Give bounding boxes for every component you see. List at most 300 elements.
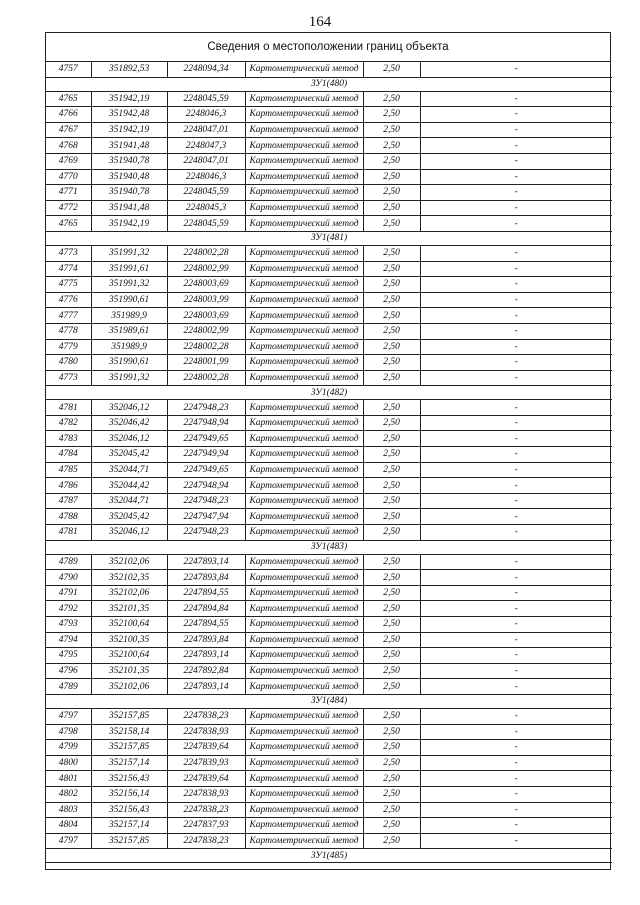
- point-number-cell: 4787: [46, 493, 91, 509]
- x-coordinate-cell: 351892,53: [91, 62, 167, 77]
- point-number-cell: 4779: [46, 339, 91, 355]
- table-row: [46, 525, 612, 541]
- precision-cell: 2,50: [363, 185, 420, 201]
- precision-cell: 2,50: [363, 648, 420, 664]
- table-row: [46, 339, 612, 355]
- precision-cell: 2,50: [363, 400, 420, 416]
- precision-cell: 2,50: [363, 818, 420, 834]
- method-cell: Картометрический метод: [245, 708, 363, 724]
- point-number-cell: 4766: [46, 107, 91, 123]
- point-number-cell: 4781: [46, 400, 91, 416]
- table-row: [46, 122, 612, 138]
- point-number-cell: 4782: [46, 415, 91, 431]
- x-coordinate-cell: 352100,35: [91, 632, 167, 648]
- description-cell: -: [420, 91, 612, 107]
- description-cell: -: [420, 632, 612, 648]
- point-number-cell: 4799: [46, 740, 91, 756]
- description-cell: -: [420, 292, 612, 308]
- method-cell: Картометрический метод: [245, 493, 363, 509]
- precision-cell: 2,50: [363, 771, 420, 787]
- precision-cell: 2,50: [363, 478, 420, 494]
- y-coordinate-cell: 2248002,28: [167, 245, 245, 261]
- description-cell: -: [420, 755, 612, 771]
- precision-cell: 2,50: [363, 663, 420, 679]
- y-coordinate-cell: 2248002,28: [167, 339, 245, 355]
- description-cell: -: [420, 617, 612, 633]
- precision-cell: 2,50: [363, 570, 420, 586]
- table-row: [46, 277, 612, 293]
- x-coordinate-cell: 352045,42: [91, 447, 167, 463]
- table-row: [46, 570, 612, 586]
- x-coordinate-cell: 351942,19: [91, 122, 167, 138]
- description-cell: -: [420, 724, 612, 740]
- point-number-cell: 4774: [46, 261, 91, 277]
- table-row: [46, 323, 612, 339]
- table-row: [46, 138, 612, 154]
- method-cell: Картометрический метод: [245, 323, 363, 339]
- x-coordinate-cell: 352045,42: [91, 509, 167, 525]
- description-cell: -: [420, 153, 612, 169]
- x-coordinate-cell: 351942,19: [91, 216, 167, 232]
- section-label: ЗУ1(485): [46, 849, 612, 863]
- description-cell: -: [420, 200, 612, 216]
- method-cell: Картометрический метод: [245, 771, 363, 787]
- precision-cell: 2,50: [363, 802, 420, 818]
- x-coordinate-cell: 352102,06: [91, 554, 167, 570]
- table-row: [46, 802, 612, 818]
- y-coordinate-cell: 2247839,93: [167, 755, 245, 771]
- x-coordinate-cell: 352157,85: [91, 740, 167, 756]
- table-row: [46, 308, 612, 324]
- point-number-cell: 4757: [46, 62, 91, 77]
- method-cell: Картометрический метод: [245, 554, 363, 570]
- x-coordinate-cell: 351989,61: [91, 323, 167, 339]
- precision-cell: 2,50: [363, 277, 420, 293]
- point-number-cell: 4797: [46, 708, 91, 724]
- description-cell: -: [420, 122, 612, 138]
- x-coordinate-cell: 352102,06: [91, 679, 167, 695]
- table-row: [46, 648, 612, 664]
- point-number-cell: 4783: [46, 431, 91, 447]
- precision-cell: 2,50: [363, 833, 420, 849]
- method-cell: Картометрический метод: [245, 525, 363, 541]
- table-row: [46, 185, 612, 201]
- precision-cell: 2,50: [363, 245, 420, 261]
- method-cell: Картометрический метод: [245, 509, 363, 525]
- y-coordinate-cell: 2247948,94: [167, 415, 245, 431]
- method-cell: Картометрический метод: [245, 648, 363, 664]
- precision-cell: 2,50: [363, 724, 420, 740]
- boundaries-table-frame: [45, 32, 611, 870]
- description-cell: -: [420, 771, 612, 787]
- table-row: [46, 62, 612, 77]
- table-row: [46, 493, 612, 509]
- table-row: [46, 818, 612, 834]
- point-number-cell: 4777: [46, 308, 91, 324]
- y-coordinate-cell: 2247893,84: [167, 632, 245, 648]
- y-coordinate-cell: 2248047,3: [167, 138, 245, 154]
- table-row: [46, 632, 612, 648]
- point-number-cell: 4784: [46, 447, 91, 463]
- y-coordinate-cell: 2247893,14: [167, 648, 245, 664]
- description-cell: -: [420, 509, 612, 525]
- y-coordinate-cell: 2247893,14: [167, 554, 245, 570]
- description-cell: -: [420, 415, 612, 431]
- x-coordinate-cell: 352046,42: [91, 415, 167, 431]
- point-number-cell: 4801: [46, 771, 91, 787]
- table-row: [46, 601, 612, 617]
- precision-cell: 2,50: [363, 355, 420, 371]
- point-number-cell: 4768: [46, 138, 91, 154]
- table-row: [46, 261, 612, 277]
- section-row: [46, 77, 612, 91]
- point-number-cell: 4786: [46, 478, 91, 494]
- description-cell: -: [420, 216, 612, 232]
- method-cell: Картометрический метод: [245, 216, 363, 232]
- precision-cell: 2,50: [363, 632, 420, 648]
- precision-cell: 2,50: [363, 323, 420, 339]
- section-label: ЗУ1(484): [46, 694, 612, 708]
- point-number-cell: 4803: [46, 802, 91, 818]
- description-cell: -: [420, 169, 612, 185]
- description-cell: -: [420, 601, 612, 617]
- table-row: [46, 355, 612, 371]
- point-number-cell: 4778: [46, 323, 91, 339]
- method-cell: Картометрический метод: [245, 169, 363, 185]
- precision-cell: 2,50: [363, 339, 420, 355]
- section-label: ЗУ1(482): [46, 386, 612, 400]
- point-number-cell: 4794: [46, 632, 91, 648]
- point-number-cell: 4804: [46, 818, 91, 834]
- description-cell: -: [420, 740, 612, 756]
- y-coordinate-cell: 2248003,69: [167, 277, 245, 293]
- y-coordinate-cell: 2248045,59: [167, 216, 245, 232]
- point-number-cell: 4791: [46, 585, 91, 601]
- precision-cell: 2,50: [363, 585, 420, 601]
- description-cell: -: [420, 62, 612, 77]
- point-number-cell: 4781: [46, 525, 91, 541]
- description-cell: -: [420, 802, 612, 818]
- point-number-cell: 4776: [46, 292, 91, 308]
- point-number-cell: 4765: [46, 216, 91, 232]
- point-number-cell: 4796: [46, 663, 91, 679]
- y-coordinate-cell: 2248002,99: [167, 261, 245, 277]
- table-row: [46, 431, 612, 447]
- section-label: ЗУ1(483): [46, 540, 612, 554]
- method-cell: Картометрический метод: [245, 740, 363, 756]
- description-cell: -: [420, 339, 612, 355]
- method-cell: Картометрический метод: [245, 400, 363, 416]
- table-title: Сведения о местоположении границ объекта: [46, 33, 610, 62]
- table-row: [46, 554, 612, 570]
- method-cell: Картометрический метод: [245, 802, 363, 818]
- point-number-cell: 4793: [46, 617, 91, 633]
- x-coordinate-cell: 351989,9: [91, 339, 167, 355]
- description-cell: -: [420, 493, 612, 509]
- x-coordinate-cell: 352156,43: [91, 802, 167, 818]
- y-coordinate-cell: 2247948,94: [167, 478, 245, 494]
- point-number-cell: 4780: [46, 355, 91, 371]
- method-cell: Картометрический метод: [245, 277, 363, 293]
- point-number-cell: 4771: [46, 185, 91, 201]
- description-cell: -: [420, 138, 612, 154]
- point-number-cell: 4798: [46, 724, 91, 740]
- y-coordinate-cell: 2248047,01: [167, 153, 245, 169]
- method-cell: Картометрический метод: [245, 570, 363, 586]
- description-cell: -: [420, 525, 612, 541]
- method-cell: Картометрический метод: [245, 462, 363, 478]
- x-coordinate-cell: 351942,48: [91, 107, 167, 123]
- table-row: [46, 107, 612, 123]
- description-cell: -: [420, 277, 612, 293]
- precision-cell: 2,50: [363, 601, 420, 617]
- precision-cell: 2,50: [363, 415, 420, 431]
- point-number-cell: 4765: [46, 91, 91, 107]
- point-number-cell: 4802: [46, 786, 91, 802]
- y-coordinate-cell: 2248002,28: [167, 370, 245, 386]
- description-cell: -: [420, 554, 612, 570]
- x-coordinate-cell: 352102,06: [91, 585, 167, 601]
- y-coordinate-cell: 2247838,93: [167, 724, 245, 740]
- description-cell: -: [420, 447, 612, 463]
- y-coordinate-cell: 2247948,23: [167, 400, 245, 416]
- section-row: [46, 540, 612, 554]
- point-number-cell: 4772: [46, 200, 91, 216]
- precision-cell: 2,50: [363, 216, 420, 232]
- y-coordinate-cell: 2248003,99: [167, 292, 245, 308]
- method-cell: Картометрический метод: [245, 601, 363, 617]
- y-coordinate-cell: 2247949,65: [167, 431, 245, 447]
- x-coordinate-cell: 352156,43: [91, 771, 167, 787]
- method-cell: Картометрический метод: [245, 153, 363, 169]
- point-number-cell: 4795: [46, 648, 91, 664]
- method-cell: Картометрический метод: [245, 62, 363, 77]
- precision-cell: 2,50: [363, 679, 420, 695]
- table-row: [46, 679, 612, 695]
- table-row: [46, 245, 612, 261]
- x-coordinate-cell: 352044,71: [91, 493, 167, 509]
- table-row: [46, 169, 612, 185]
- description-cell: -: [420, 570, 612, 586]
- table-row: [46, 585, 612, 601]
- description-cell: -: [420, 786, 612, 802]
- x-coordinate-cell: 352100,64: [91, 648, 167, 664]
- section-row: [46, 694, 612, 708]
- method-cell: Картометрический метод: [245, 355, 363, 371]
- precision-cell: 2,50: [363, 509, 420, 525]
- precision-cell: 2,50: [363, 138, 420, 154]
- table-row: [46, 400, 612, 416]
- method-cell: Картометрический метод: [245, 308, 363, 324]
- y-coordinate-cell: 2248094,34: [167, 62, 245, 77]
- method-cell: Картометрический метод: [245, 370, 363, 386]
- method-cell: Картометрический метод: [245, 617, 363, 633]
- x-coordinate-cell: 351941,48: [91, 138, 167, 154]
- y-coordinate-cell: 2247892,84: [167, 663, 245, 679]
- x-coordinate-cell: 352158,14: [91, 724, 167, 740]
- y-coordinate-cell: 2248001,99: [167, 355, 245, 371]
- point-number-cell: 4773: [46, 370, 91, 386]
- x-coordinate-cell: 351941,48: [91, 200, 167, 216]
- table-row: [46, 509, 612, 525]
- precision-cell: 2,50: [363, 169, 420, 185]
- y-coordinate-cell: 2247837,93: [167, 818, 245, 834]
- description-cell: -: [420, 261, 612, 277]
- section-label: ЗУ1(481): [46, 231, 612, 245]
- description-cell: -: [420, 833, 612, 849]
- description-cell: -: [420, 308, 612, 324]
- y-coordinate-cell: 2247894,84: [167, 601, 245, 617]
- x-coordinate-cell: 351989,9: [91, 308, 167, 324]
- point-number-cell: 4789: [46, 679, 91, 695]
- x-coordinate-cell: 352157,14: [91, 755, 167, 771]
- method-cell: Картометрический метод: [245, 585, 363, 601]
- y-coordinate-cell: 2247948,23: [167, 493, 245, 509]
- x-coordinate-cell: 352156,14: [91, 786, 167, 802]
- precision-cell: 2,50: [363, 431, 420, 447]
- method-cell: Картометрический метод: [245, 818, 363, 834]
- precision-cell: 2,50: [363, 755, 420, 771]
- method-cell: Картометрический метод: [245, 245, 363, 261]
- point-number-cell: 4767: [46, 122, 91, 138]
- description-cell: -: [420, 585, 612, 601]
- y-coordinate-cell: 2247838,23: [167, 708, 245, 724]
- x-coordinate-cell: 351991,32: [91, 277, 167, 293]
- table-row: [46, 478, 612, 494]
- section-row: [46, 849, 612, 863]
- table-row: [46, 292, 612, 308]
- x-coordinate-cell: 352044,71: [91, 462, 167, 478]
- description-cell: -: [420, 245, 612, 261]
- y-coordinate-cell: 2247948,23: [167, 525, 245, 541]
- y-coordinate-cell: 2247949,65: [167, 462, 245, 478]
- y-coordinate-cell: 2247838,93: [167, 786, 245, 802]
- x-coordinate-cell: 352100,64: [91, 617, 167, 633]
- precision-cell: 2,50: [363, 554, 420, 570]
- y-coordinate-cell: 2248046,3: [167, 169, 245, 185]
- coordinates-table: [46, 62, 612, 863]
- description-cell: -: [420, 370, 612, 386]
- y-coordinate-cell: 2247893,14: [167, 679, 245, 695]
- description-cell: -: [420, 462, 612, 478]
- precision-cell: 2,50: [363, 462, 420, 478]
- y-coordinate-cell: 2247838,23: [167, 833, 245, 849]
- y-coordinate-cell: 2248045,59: [167, 185, 245, 201]
- method-cell: Картометрический метод: [245, 415, 363, 431]
- table-row: [46, 617, 612, 633]
- precision-cell: 2,50: [363, 200, 420, 216]
- y-coordinate-cell: 2248003,69: [167, 308, 245, 324]
- table-row: [46, 724, 612, 740]
- table-row: [46, 755, 612, 771]
- y-coordinate-cell: 2247894,55: [167, 585, 245, 601]
- y-coordinate-cell: 2247839,64: [167, 771, 245, 787]
- description-cell: -: [420, 818, 612, 834]
- precision-cell: 2,50: [363, 308, 420, 324]
- point-number-cell: 4789: [46, 554, 91, 570]
- y-coordinate-cell: 2248045,3: [167, 200, 245, 216]
- precision-cell: 2,50: [363, 292, 420, 308]
- x-coordinate-cell: 351991,61: [91, 261, 167, 277]
- precision-cell: 2,50: [363, 153, 420, 169]
- method-cell: Картометрический метод: [245, 786, 363, 802]
- method-cell: Картометрический метод: [245, 339, 363, 355]
- table-row: [46, 216, 612, 232]
- precision-cell: 2,50: [363, 62, 420, 77]
- table-row: [46, 415, 612, 431]
- point-number-cell: 4773: [46, 245, 91, 261]
- precision-cell: 2,50: [363, 493, 420, 509]
- precision-cell: 2,50: [363, 708, 420, 724]
- x-coordinate-cell: 352157,85: [91, 708, 167, 724]
- precision-cell: 2,50: [363, 370, 420, 386]
- section-row: [46, 231, 612, 245]
- point-number-cell: 4797: [46, 833, 91, 849]
- x-coordinate-cell: 352102,35: [91, 570, 167, 586]
- method-cell: Картометрический метод: [245, 107, 363, 123]
- point-number-cell: 4775: [46, 277, 91, 293]
- precision-cell: 2,50: [363, 617, 420, 633]
- precision-cell: 2,50: [363, 122, 420, 138]
- precision-cell: 2,50: [363, 447, 420, 463]
- table-row: [46, 833, 612, 849]
- description-cell: -: [420, 478, 612, 494]
- table-row: [46, 708, 612, 724]
- x-coordinate-cell: 352101,35: [91, 663, 167, 679]
- method-cell: Картометрический метод: [245, 447, 363, 463]
- y-coordinate-cell: 2247947,94: [167, 509, 245, 525]
- table-row: [46, 786, 612, 802]
- table-row: [46, 153, 612, 169]
- method-cell: Картометрический метод: [245, 663, 363, 679]
- description-cell: -: [420, 648, 612, 664]
- table-row: [46, 370, 612, 386]
- description-cell: -: [420, 400, 612, 416]
- x-coordinate-cell: 351942,19: [91, 91, 167, 107]
- point-number-cell: 4800: [46, 755, 91, 771]
- method-cell: Картометрический метод: [245, 724, 363, 740]
- y-coordinate-cell: 2247838,23: [167, 802, 245, 818]
- x-coordinate-cell: 351991,32: [91, 245, 167, 261]
- x-coordinate-cell: 352046,12: [91, 525, 167, 541]
- method-cell: Картометрический метод: [245, 478, 363, 494]
- precision-cell: 2,50: [363, 525, 420, 541]
- y-coordinate-cell: 2248047,01: [167, 122, 245, 138]
- table-row: [46, 462, 612, 478]
- description-cell: -: [420, 323, 612, 339]
- point-number-cell: 4792: [46, 601, 91, 617]
- method-cell: Картометрический метод: [245, 91, 363, 107]
- x-coordinate-cell: 351940,48: [91, 169, 167, 185]
- x-coordinate-cell: 351990,61: [91, 292, 167, 308]
- method-cell: Картометрический метод: [245, 261, 363, 277]
- x-coordinate-cell: 352046,12: [91, 400, 167, 416]
- section-row: [46, 386, 612, 400]
- point-number-cell: 4788: [46, 509, 91, 525]
- table-row: [46, 91, 612, 107]
- y-coordinate-cell: 2248046,3: [167, 107, 245, 123]
- method-cell: Картометрический метод: [245, 679, 363, 695]
- point-number-cell: 4785: [46, 462, 91, 478]
- description-cell: -: [420, 107, 612, 123]
- y-coordinate-cell: 2248045,59: [167, 91, 245, 107]
- precision-cell: 2,50: [363, 740, 420, 756]
- description-cell: -: [420, 185, 612, 201]
- method-cell: Картометрический метод: [245, 833, 363, 849]
- x-coordinate-cell: 352157,85: [91, 833, 167, 849]
- precision-cell: 2,50: [363, 107, 420, 123]
- method-cell: Картометрический метод: [245, 185, 363, 201]
